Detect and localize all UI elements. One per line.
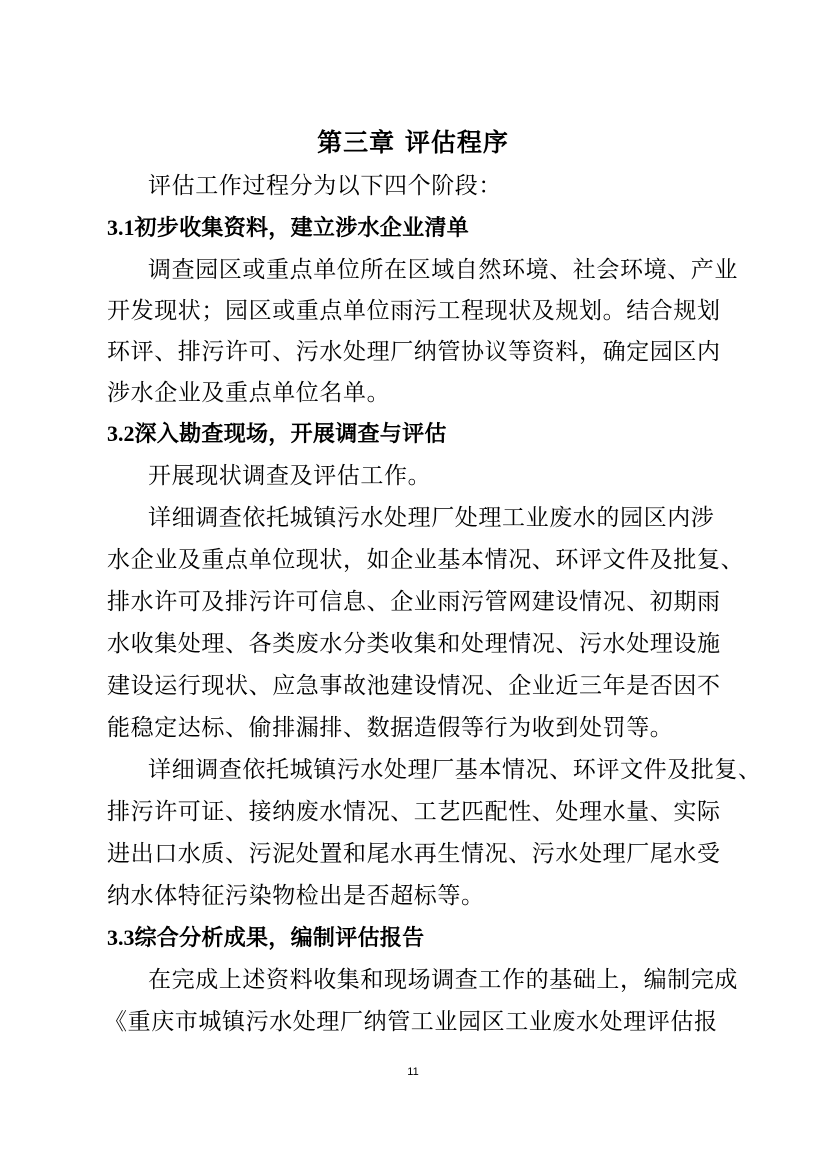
paragraph-line: 调查园区或重点单位所在区域自然环境、社会环境、产业 — [148, 257, 738, 283]
section-number: 3.2 — [107, 421, 135, 446]
paragraph-line: 环评、排污许可、污水处理厂纳管协议等资料，确定园区内 — [107, 339, 721, 365]
section-heading-text: 深入勘查现场，开展调查与评估 — [134, 422, 447, 447]
section-heading-3-1 — [0, 207, 826, 249]
paragraph-line: 进出口水质、污泥处置和尾水再生情况、污水处理厂尾水受 — [107, 841, 721, 867]
paragraph-line: 《重庆市城镇污水处理厂纳管工业园区工业废水处理评估报 — [104, 1009, 718, 1035]
section-number: 3.1 — [107, 215, 135, 240]
paragraph-line: 开发现状；园区或重点单位雨污工程现状及规划。结合规划 — [107, 298, 721, 324]
paragraph-line: 详细调查依托城镇污水处理厂基本情况、环评文件及批复、 — [148, 757, 762, 783]
section-heading-3-2 — [0, 413, 826, 455]
section-heading-text: 综合分析成果，编制评估报告 — [134, 926, 425, 951]
paragraph-line: 水收集处理、各类废水分类收集和处理情况、污水处理设施 — [107, 631, 721, 657]
paragraph-line: 水企业及重点单位现状，如企业基本情况、环评文件及批复、 — [107, 547, 745, 573]
paragraph-line: 开展现状调查及评估工作。 — [148, 463, 432, 489]
paragraph-line: 涉水企业及重点单位名单。 — [107, 380, 391, 406]
paragraph-line: 能稳定达标、偷排漏排、数据造假等行为收到处罚等。 — [107, 715, 674, 741]
page-number: 11 — [407, 1066, 419, 1078]
chapter-title: 第三章 评估程序 — [317, 128, 509, 157]
section-heading-text: 初步收集资料，建立涉水企业清单 — [134, 216, 470, 241]
paragraph-line: 纳水体特征污染物检出是否超标等。 — [107, 883, 485, 909]
section-heading-3-3 — [0, 917, 826, 959]
intro-paragraph: 评估工作过程分为以下四个阶段： — [148, 173, 502, 199]
paragraph-line: 详细调查依托城镇污水处理厂处理工业废水的园区内涉 — [148, 505, 715, 531]
section-number: 3.3 — [107, 925, 135, 950]
paragraph-line: 建设运行现状、应急事故池建设情况、企业近三年是否因不 — [107, 673, 721, 699]
paragraph-line: 排水许可及排污许可信息、企业雨污管网建设情况、初期雨 — [107, 589, 721, 615]
paragraph-line: 在完成上述资料收集和现场调查工作的基础上，编制完成 — [148, 967, 738, 993]
paragraph-line: 排污许可证、接纳废水情况、工艺匹配性、处理水量、实际 — [107, 799, 721, 825]
